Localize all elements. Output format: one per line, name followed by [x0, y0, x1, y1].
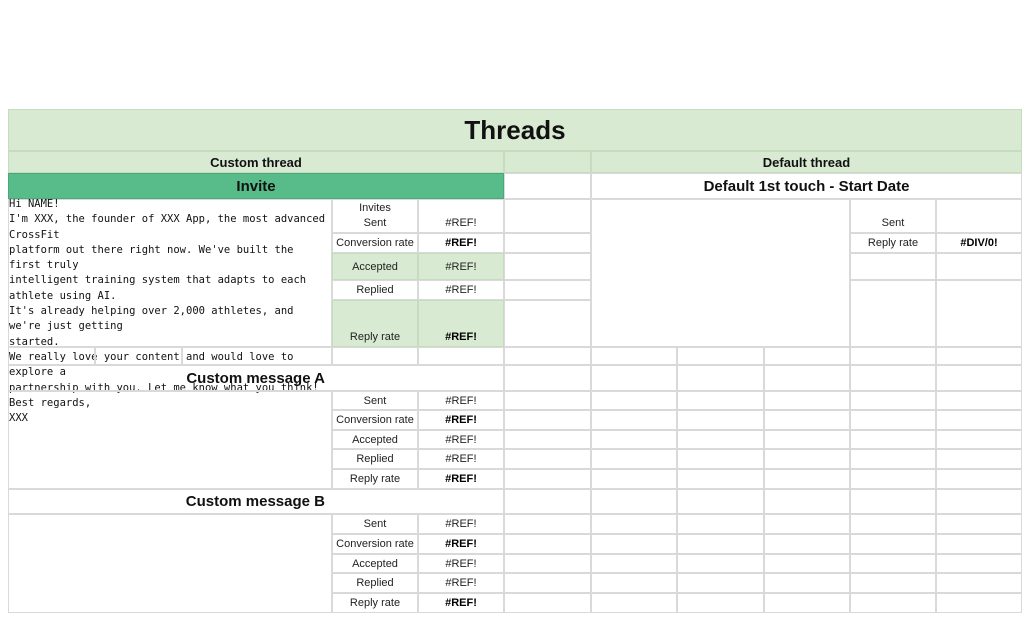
empty-cell[interactable] [936, 430, 1022, 449]
empty-cell[interactable] [591, 391, 677, 410]
empty-cell[interactable] [936, 534, 1022, 554]
empty-cell[interactable] [591, 514, 677, 534]
empty-cell[interactable] [850, 593, 936, 613]
empty-cell[interactable] [504, 280, 591, 300]
empty-cell[interactable] [677, 573, 764, 593]
b-accepted-label[interactable]: Accepted [332, 554, 418, 573]
invites-label: Invites [359, 202, 391, 214]
default-first-touch-header[interactable]: Default 1st touch - Start Date [591, 173, 1022, 199]
empty-cell[interactable] [504, 554, 591, 573]
empty-cell[interactable] [850, 514, 936, 534]
empty-cell[interactable] [504, 410, 591, 430]
empty-cell[interactable] [764, 365, 850, 391]
empty-cell[interactable] [764, 573, 850, 593]
empty-cell[interactable] [936, 469, 1022, 489]
empty-cell[interactable] [591, 469, 677, 489]
b-replied-value[interactable]: #REF! [418, 573, 504, 593]
empty-cell[interactable] [850, 365, 936, 391]
a-reply-rate-value[interactable]: #REF! [418, 469, 504, 489]
replied-value[interactable]: #REF! [418, 280, 504, 300]
a-replied-value[interactable]: #REF! [418, 449, 504, 469]
empty-cell[interactable] [936, 554, 1022, 573]
empty-cell[interactable] [764, 554, 850, 573]
accepted-label[interactable]: Accepted [332, 253, 418, 280]
conversion-rate-value[interactable]: #REF! [418, 233, 504, 253]
empty-cell[interactable] [504, 347, 591, 365]
empty-cell[interactable] [764, 347, 850, 365]
empty-cell[interactable] [850, 469, 936, 489]
empty-cell[interactable] [764, 593, 850, 613]
invite-header[interactable]: Invite [8, 173, 504, 199]
empty-cell[interactable] [504, 514, 591, 534]
empty-cell[interactable] [936, 514, 1022, 534]
empty-cell[interactable] [936, 410, 1022, 430]
b-reply-rate-value[interactable]: #REF! [418, 593, 504, 613]
b-conversion-label[interactable]: Conversion rate [332, 534, 418, 554]
empty-cell[interactable] [504, 300, 591, 347]
empty-cell[interactable] [936, 489, 1022, 514]
default-reply-rate-value[interactable]: #DIV/0! [936, 233, 1022, 253]
empty-cell[interactable] [591, 489, 677, 514]
thread-header-spacer[interactable] [504, 151, 591, 173]
empty-cell[interactable] [677, 489, 764, 514]
empty-cell[interactable] [764, 410, 850, 430]
empty-cell[interactable] [850, 253, 936, 280]
reply-rate-value[interactable]: #REF! [418, 300, 504, 347]
empty-cell[interactable] [504, 233, 591, 253]
empty-cell[interactable] [850, 391, 936, 410]
empty-cell[interactable] [936, 391, 1022, 410]
sheet-title[interactable]: Threads [8, 109, 1022, 151]
replied-label[interactable]: Replied [332, 280, 418, 300]
empty-cell[interactable] [764, 469, 850, 489]
custom-message-a-header[interactable]: Custom message A [8, 365, 504, 391]
empty-cell[interactable] [95, 347, 182, 365]
b-reply-rate-label[interactable]: Reply rate [332, 593, 418, 613]
default-message-cell[interactable] [591, 199, 850, 347]
b-conversion-value[interactable]: #REF! [418, 534, 504, 554]
empty-cell[interactable] [8, 347, 95, 365]
empty-cell[interactable] [591, 365, 677, 391]
empty-cell[interactable] [504, 391, 591, 410]
empty-cell[interactable] [936, 365, 1022, 391]
accepted-value[interactable]: #REF! [418, 253, 504, 280]
empty-cell[interactable] [591, 449, 677, 469]
invites-sent-label[interactable] [332, 199, 418, 233]
empty-cell[interactable] [504, 430, 591, 449]
empty-cell[interactable] [850, 534, 936, 554]
empty-cell[interactable] [850, 489, 936, 514]
empty-cell[interactable] [677, 430, 764, 449]
empty-cell[interactable] [504, 573, 591, 593]
a-sent-value[interactable]: #REF! [418, 391, 504, 410]
empty-cell[interactable] [936, 449, 1022, 469]
empty-cell[interactable] [936, 347, 1022, 365]
empty-cell[interactable] [850, 347, 936, 365]
a-conversion-label[interactable]: Conversion rate [332, 410, 418, 430]
empty-cell[interactable] [677, 469, 764, 489]
a-accepted-value[interactable]: #REF! [418, 430, 504, 449]
empty-cell[interactable] [936, 280, 1022, 347]
empty-cell[interactable] [850, 430, 936, 449]
custom-message-a-body[interactable] [8, 391, 332, 489]
b-accepted-value[interactable]: #REF! [418, 554, 504, 573]
empty-cell[interactable] [936, 573, 1022, 593]
empty-cell[interactable] [182, 347, 332, 365]
empty-cell[interactable] [504, 253, 591, 280]
empty-cell[interactable] [850, 280, 936, 347]
empty-cell[interactable] [504, 489, 591, 514]
empty-cell[interactable] [764, 534, 850, 554]
empty-cell[interactable] [850, 554, 936, 573]
empty-cell[interactable] [764, 430, 850, 449]
empty-cell[interactable] [504, 199, 591, 233]
empty-cell[interactable] [850, 449, 936, 469]
empty-cell[interactable] [677, 410, 764, 430]
sent-label: Sent [363, 217, 387, 229]
empty-cell[interactable] [591, 593, 677, 613]
empty-cell[interactable] [504, 449, 591, 469]
a-sent-label[interactable]: Sent [332, 391, 418, 410]
default-sent-value[interactable] [936, 199, 1022, 233]
empty-cell[interactable] [332, 347, 418, 365]
conversion-rate-label[interactable]: Conversion rate [332, 233, 418, 253]
empty-cell[interactable] [591, 534, 677, 554]
a-accepted-label[interactable]: Accepted [332, 430, 418, 449]
empty-cell[interactable] [936, 593, 1022, 613]
empty-cell[interactable] [677, 554, 764, 573]
empty-cell[interactable] [504, 365, 591, 391]
custom-thread-header[interactable]: Custom thread [8, 151, 504, 173]
empty-cell[interactable] [677, 514, 764, 534]
empty-cell[interactable] [764, 449, 850, 469]
empty-cell[interactable] [850, 410, 936, 430]
default-thread-header[interactable]: Default thread [591, 151, 1022, 173]
invites-sent-value[interactable]: #REF! [418, 199, 504, 233]
empty-cell[interactable] [591, 573, 677, 593]
b-sent-label[interactable]: Sent [332, 514, 418, 534]
a-reply-rate-label[interactable]: Reply rate [332, 469, 418, 489]
empty-cell[interactable] [591, 430, 677, 449]
empty-cell[interactable] [591, 554, 677, 573]
empty-cell[interactable] [677, 534, 764, 554]
b-replied-label[interactable]: Replied [332, 573, 418, 593]
empty-cell[interactable] [677, 391, 764, 410]
empty-cell[interactable] [764, 391, 850, 410]
default-sent-label[interactable]: Sent [850, 199, 936, 233]
empty-cell[interactable] [677, 347, 764, 365]
empty-cell[interactable] [677, 365, 764, 391]
empty-cell[interactable] [591, 410, 677, 430]
b-sent-value[interactable]: #REF! [418, 514, 504, 534]
reply-rate-label[interactable]: Reply rate [332, 300, 418, 347]
invite-message-text: Hi NAME! I'm XXX, the founder of XXX App, the most advanced CrossFit platform out there right now. We've built the first truly intelligent training system that adapts to each athlete using AI. It's already helping over 2,000 athletes, and we're just getting started. We really love your content and would love to explore a partnership with you. Let me know what you think! Best regards, XXX [9, 198, 326, 425]
empty-cell[interactable] [504, 469, 591, 489]
empty-cell[interactable] [504, 534, 591, 554]
empty-cell[interactable] [936, 253, 1022, 280]
custom-message-b-header[interactable]: Custom message B [8, 489, 504, 514]
a-conversion-value[interactable]: #REF! [418, 410, 504, 430]
custom-message-b-body[interactable] [8, 514, 332, 613]
empty-cell[interactable] [677, 593, 764, 613]
empty-cell[interactable] [504, 173, 591, 199]
empty-cell[interactable] [850, 573, 936, 593]
a-replied-label[interactable]: Replied [332, 449, 418, 469]
empty-cell[interactable] [504, 593, 591, 613]
empty-cell[interactable] [418, 347, 504, 365]
empty-cell[interactable] [764, 489, 850, 514]
default-reply-rate-label[interactable]: Reply rate [850, 233, 936, 253]
empty-cell[interactable] [764, 514, 850, 534]
empty-cell[interactable] [591, 347, 677, 365]
empty-cell[interactable] [677, 449, 764, 469]
